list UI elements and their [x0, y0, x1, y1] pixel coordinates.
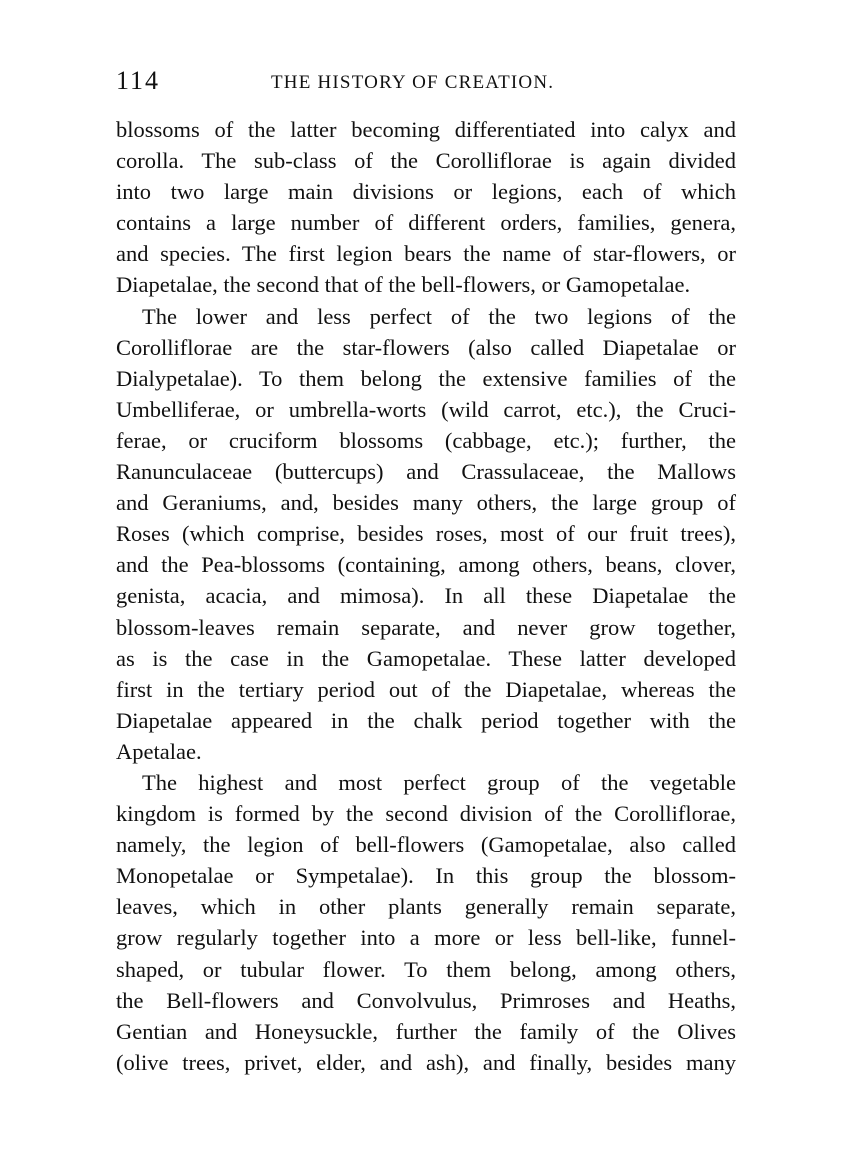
running-title: THE HISTORY OF CREATION.: [271, 72, 555, 93]
text-line: blossom-leaves remain separate, and never grow together,: [116, 614, 736, 640]
running-head: [116, 64, 736, 98]
text-line: namely, the legion of bell-flowers (Gamopetalae, also called: [116, 832, 736, 858]
text-line: kingdom is formed by the second division of the Corolliflorae,: [116, 801, 736, 827]
text-line: as is the case in the Gamopetalae. These latter developed: [116, 645, 736, 671]
page-number: 114: [116, 66, 161, 95]
text-line: genista, acacia, and mimosa). In all these Diapetalae the: [116, 583, 736, 609]
text-line: Ranunculaceae (buttercups) and Crassulaceae, the Mallows: [116, 459, 736, 485]
text-line: contains a large number of different orders, families, genera,: [116, 210, 736, 236]
body-text: [116, 114, 736, 1078]
text-line: Diapetalae appeared in the chalk period together with the: [116, 707, 736, 733]
text-line: (olive trees, privet, elder, and ash), and finally, besides many: [116, 1049, 736, 1075]
text-line: first in the tertiary period out of the Diapetalae, whereas the: [116, 676, 736, 702]
text-line: Roses (which comprise, besides roses, most of our fruit trees),: [116, 521, 736, 547]
text-line: Corolliflorae are the star-flowers (also called Diapetalae or: [116, 334, 736, 360]
text-line: grow regularly together into a more or less bell-like, funnel-: [116, 925, 736, 951]
text-line: and Geraniums, and, besides many others, the large group of: [116, 490, 736, 516]
text-line: Dialypetalae). To them belong the extensive families of the: [116, 365, 736, 391]
text-line: and species. The first legion bears the name of star-flowers, or: [116, 241, 736, 267]
text-line: Apetalae.: [116, 738, 202, 764]
text-line: The lower and less perfect of the two legions of the: [142, 303, 736, 329]
text-line: shaped, or tubular flower. To them belong, among others,: [116, 956, 736, 982]
text-line: Umbelliferae, or umbrella-worts (wild carrot, etc.), the Cruci-: [116, 396, 736, 422]
text-line: into two large main divisions or legions, each of which: [116, 179, 736, 205]
text-line: corolla. The sub-class of the Corolliflorae is again divided: [116, 148, 736, 174]
text-line: leaves, which in other plants generally remain separate,: [116, 894, 736, 920]
text-line: and the Pea-blossoms (containing, among others, beans, clover,: [116, 552, 736, 578]
text-line: blossoms of the latter becoming differentiated into calyx and: [116, 117, 736, 142]
text-line: ferae, or cruciform blossoms (cabbage, etc.); further, the: [116, 427, 736, 453]
text-line: the Bell-flowers and Convolvulus, Primroses and Heaths,: [116, 987, 736, 1013]
text-line: The highest and most perfect group of the vegetable: [142, 769, 736, 795]
text-line: Monopetalae or Sympetalae). In this group the blossom-: [116, 863, 736, 889]
text-line: Gentian and Honeysuckle, further the family of the Olives: [116, 1018, 736, 1044]
text-line: Diapetalae, the second that of the bell-flowers, or Gamopetalae.: [116, 272, 691, 298]
